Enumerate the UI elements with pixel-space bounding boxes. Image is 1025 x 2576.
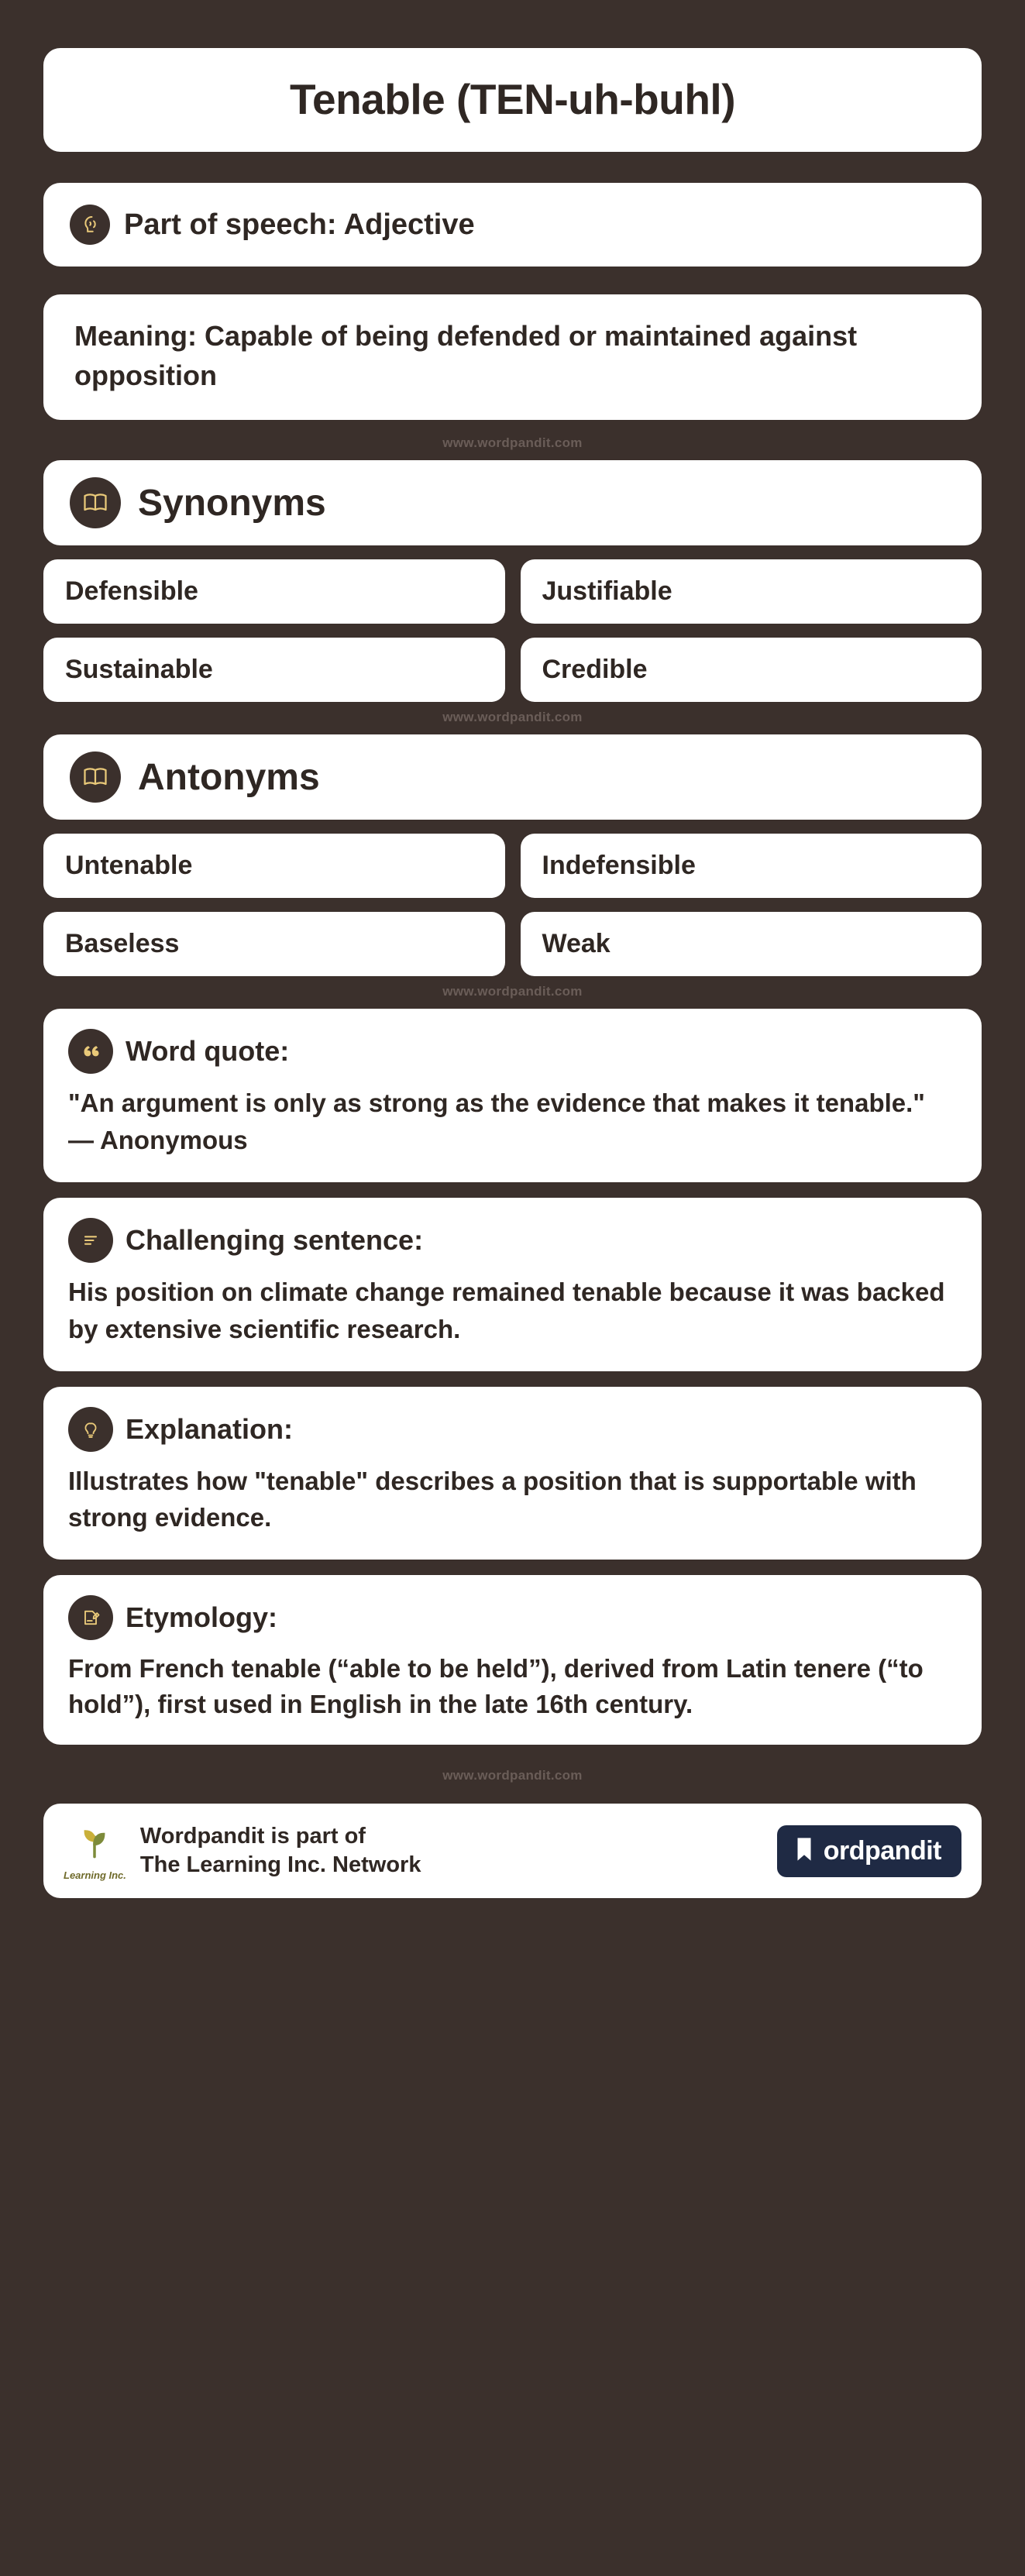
footer-line-2: The Learning Inc. Network (139, 1852, 421, 1878)
list-item: Credible (521, 638, 982, 702)
document-lines-icon (68, 1218, 113, 1263)
part-of-speech-label: Part of speech: Adjective (124, 208, 475, 241)
watermark-2: www.wordpandit.com (442, 710, 583, 725)
footer-network-text (140, 1822, 421, 1880)
part-of-speech-card (43, 183, 982, 267)
learning-inc-logo (64, 1821, 126, 1881)
footer-card (43, 1804, 982, 1898)
synonyms-title: Synonyms (138, 482, 326, 524)
word-quote-heading: Word quote: (126, 1035, 290, 1068)
word-title-card (43, 48, 982, 152)
word-quote-card (43, 1009, 982, 1182)
page-title: Tenable (TEN-uh-buhl) (289, 75, 736, 123)
quotation-marks-icon (68, 1029, 113, 1074)
writing-hand-icon (68, 1595, 113, 1640)
bookmark-icon (793, 1836, 816, 1866)
lightbulb-icon (68, 1407, 113, 1452)
list-item: Baseless (43, 912, 505, 976)
synonyms-header (43, 460, 982, 545)
antonyms-title: Antonyms (138, 756, 320, 798)
watermark-1: www.wordpandit.com (442, 435, 583, 451)
speaking-head-icon (70, 205, 110, 245)
explanation-text: Illustrates how "tenable" describes a position that is supportable with strong evidence. (68, 1466, 917, 1532)
list-item: Justifiable (521, 559, 982, 624)
challenging-sentence-text: His position on climate change remained tenable because it was backed by extensive scientific research. (68, 1277, 945, 1343)
explanation-card (43, 1387, 982, 1560)
brand-name: ordpandit (823, 1835, 941, 1866)
etymology-heading: Etymology: (126, 1601, 278, 1634)
etymology-text: From French tenable (“able to be held”), derived from Latin tenere (“to hold”), first used in English in the late 16th century. (68, 1654, 924, 1718)
list-item: Sustainable (43, 638, 505, 702)
open-book-icon (70, 751, 121, 803)
footer-line-1: Wordpandit is part of (139, 1823, 366, 1849)
word-quote-text: "An argument is only as strong as the evidence that makes it tenable." — Anonymous (68, 1089, 925, 1155)
watermark-4: www.wordpandit.com (442, 1768, 583, 1783)
list-item: Defensible (43, 559, 505, 624)
tree-sapling-icon (73, 1854, 116, 1867)
synonyms-list (43, 559, 982, 702)
watermark-3: www.wordpandit.com (442, 984, 583, 999)
open-book-icon (70, 477, 121, 528)
meaning-card (43, 294, 982, 420)
wordpandit-brand-badge[interactable] (777, 1825, 961, 1877)
challenging-sentence-card (43, 1198, 982, 1371)
list-item: Weak (521, 912, 982, 976)
antonyms-list (43, 834, 982, 976)
etymology-card (43, 1575, 982, 1745)
list-item: Untenable (43, 834, 505, 898)
explanation-heading: Explanation: (126, 1412, 294, 1445)
list-item: Indefensible (521, 834, 982, 898)
meaning-text: Meaning: Capable of being defended or maintained against opposition (74, 320, 858, 392)
antonyms-header (43, 734, 982, 820)
challenging-sentence-heading: Challenging sentence: (126, 1223, 424, 1256)
learning-inc-caption: Learning Inc. (64, 1869, 126, 1882)
